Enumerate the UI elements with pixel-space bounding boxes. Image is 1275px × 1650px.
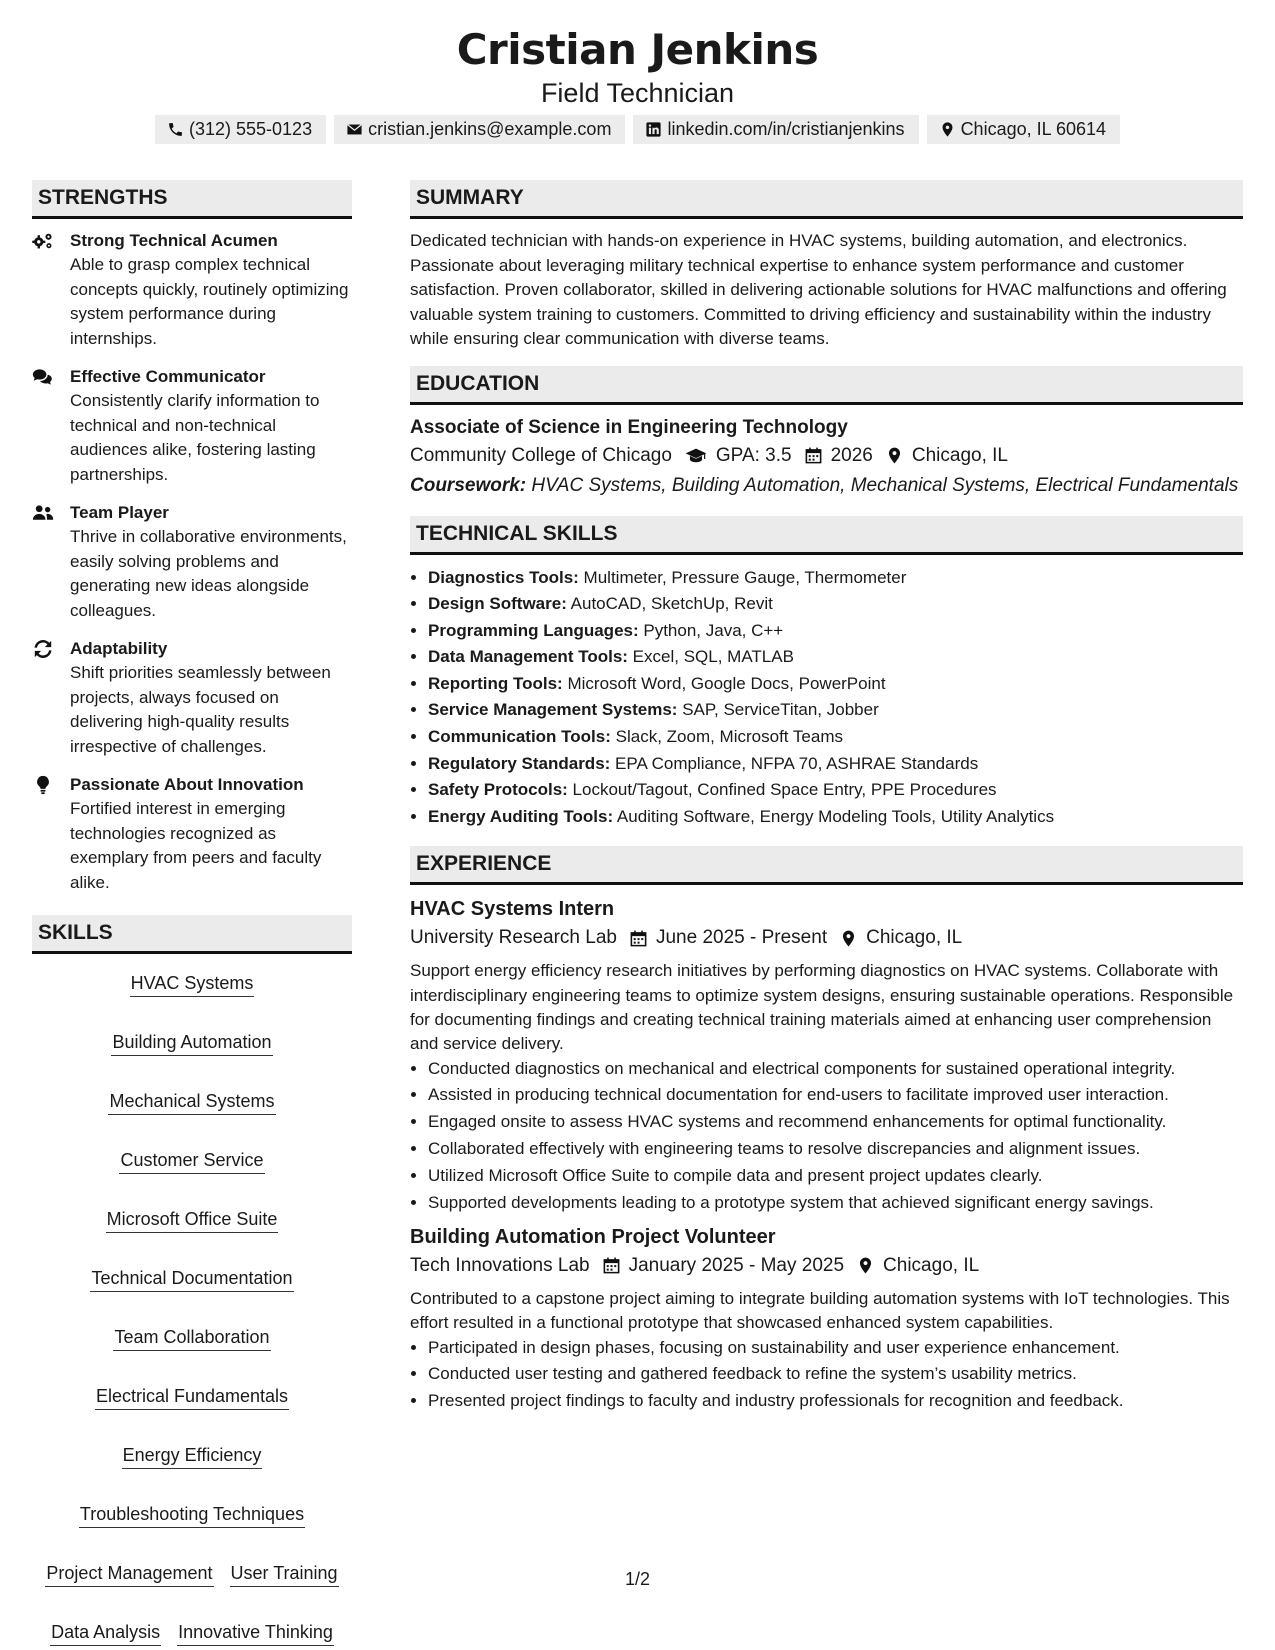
right-column	[410, 180, 1243, 1646]
list-item	[428, 724, 1243, 751]
job-bullets	[410, 1336, 1243, 1414]
skills-list	[32, 964, 352, 1646]
strength-description: Able to grasp complex technical concepts quickly, routinely optimizing system performance during internships.	[70, 255, 349, 348]
job-dates: January 2025 - May 2025	[628, 1254, 845, 1276]
list-item: • Participated in design phases, focusing on sustainability and user experience enhancement.	[428, 1336, 1243, 1360]
contact-text: cristian.jenkins@example.com	[368, 119, 612, 139]
contact-location	[927, 115, 1120, 144]
job-org: University Research Lab	[410, 927, 617, 949]
location-pin-icon	[839, 929, 858, 948]
skill-tag: Technical Documentation	[90, 1265, 293, 1292]
skill-values: EPA Compliance, NFPA 70, ASHRAE Standards	[615, 753, 979, 773]
strengths-heading: STRENGTHS	[32, 180, 352, 219]
candidate-name: Cristian Jenkins	[456, 25, 819, 74]
skill-tag: User Training	[230, 1560, 339, 1587]
skills-heading: SKILLS	[32, 915, 352, 954]
job-title: Building Automation Project Volunteer	[410, 1225, 776, 1248]
list-item	[428, 565, 1243, 592]
lightbulb-icon	[32, 775, 54, 795]
strength-item	[32, 637, 352, 759]
contact-phone[interactable]	[155, 115, 326, 144]
calendar-icon	[629, 929, 648, 948]
list-item: • Engaged onsite to assess HVAC systems and recommend enhancements for optimal functionality.	[428, 1110, 1243, 1134]
skill-category: Design Software:	[428, 594, 567, 614]
candidate-role: Field Technician	[540, 78, 735, 108]
calendar-icon	[804, 446, 823, 465]
strength-title: Strong Technical Acumen	[70, 231, 278, 250]
skill-category: Reporting Tools:	[428, 673, 563, 693]
skill-tag: Mechanical Systems	[108, 1088, 275, 1115]
phone-icon	[167, 121, 184, 138]
list-item	[428, 644, 1243, 671]
skill-tag: Data Analysis	[50, 1619, 161, 1646]
envelope-icon	[346, 121, 363, 138]
job-bullets	[410, 1057, 1243, 1215]
job-description: Support energy efficiency research initiatives by performing diagnostics on HVAC systems. Collaborate with interdisciplinary engineering teams to optimize system designs, ensuring sustainable operations. Responsible for documenting findings and creating technical training materials aimed at enhancing user comprehension and service delivery.	[410, 961, 1234, 1054]
location-pin-icon	[885, 446, 904, 465]
page-number: 1/2	[624, 1569, 651, 1589]
technical-skills-heading: TECHNICAL SKILLS	[410, 516, 1243, 555]
list-item: • Supported developments leading to a prototype system that achieved significant energy savings.	[428, 1191, 1243, 1215]
list-item	[428, 618, 1243, 645]
skill-tag: Electrical Fundamentals	[95, 1383, 289, 1410]
list-item	[428, 591, 1243, 618]
job-dates: June 2025 - Present	[655, 927, 828, 949]
summary-heading: SUMMARY	[410, 180, 1243, 219]
list-item	[428, 697, 1243, 724]
job-title: HVAC Systems Intern	[410, 898, 615, 921]
skill-tag: Team Collaboration	[113, 1324, 270, 1351]
strength-item	[32, 773, 352, 895]
skill-tag: Microsoft Office Suite	[106, 1206, 279, 1233]
job-meta	[410, 1251, 1243, 1281]
experience-heading: EXPERIENCE	[410, 846, 1243, 885]
skill-category: Energy Auditing Tools:	[428, 806, 614, 826]
comments-icon	[32, 367, 54, 387]
technical-skills-list	[410, 565, 1243, 831]
strength-description: Shift priorities seamlessly between projects, always focused on delivering high-quality results irrespective of challenges.	[70, 663, 331, 756]
contact-text: (312) 555-0123	[188, 119, 313, 139]
coursework-list: HVAC Systems, Building Automation, Mechanical Systems, Electrical Fundamentals	[531, 474, 1239, 496]
list-item: • Assisted in producing technical documentation for end-users to facilitate improved user interaction.	[428, 1083, 1243, 1107]
skill-tag: Building Automation	[111, 1029, 272, 1056]
skill-values: AutoCAD, SketchUp, Revit	[570, 594, 773, 614]
skill-tag: Project Management	[45, 1560, 213, 1587]
skill-tag: Energy Efficiency	[122, 1442, 263, 1469]
job-description: Contributed to a capstone project aiming to integrate building automation systems with IoT technologies. This effort resulted in a functional prototype that showcased enhanced system capabilities.	[410, 1288, 1230, 1333]
strength-item	[32, 365, 352, 487]
summary-text: Dedicated technician with hands-on experience in HVAC systems, building automation, and electronics. Passionate about leveraging military technical expertise to enhance system performance and customer satisfaction. Proven collaborator, skilled in delivering actionable solutions for HVAC malfunctions and offering valuable system training to customers. Committed to driving efficiency and sustainability within the industry while ensuring clear communication with diverse teams.	[410, 231, 1227, 348]
education-heading: EDUCATION	[410, 366, 1243, 405]
skill-category: Diagnostics Tools:	[428, 567, 579, 587]
list-item: • Presented project findings to faculty and industry professionals for recognition and feedback.	[428, 1389, 1243, 1413]
skill-category: Programming Languages:	[428, 620, 639, 640]
gears-icon	[32, 231, 54, 251]
user-group-icon	[32, 503, 54, 523]
contact-text: Chicago, IL 60614	[960, 119, 1107, 139]
skill-category: Communication Tools:	[428, 727, 611, 747]
skill-tag: Troubleshooting Techniques	[79, 1501, 305, 1528]
linkedin-icon	[645, 121, 662, 138]
skill-category: Data Management Tools:	[428, 647, 628, 667]
gpa: GPA: 3.5	[715, 444, 792, 466]
contact-linkedin[interactable]	[633, 115, 918, 144]
coursework	[410, 474, 1243, 498]
list-item	[428, 671, 1243, 698]
skill-values: Python, Java, C++	[643, 620, 784, 640]
contact-bar	[0, 115, 1275, 144]
list-item: • Conducted user testing and gathered feedback to refine the system’s usability metrics.	[428, 1362, 1243, 1386]
location-pin-icon	[856, 1256, 875, 1275]
strength-description: Thrive in collaborative environments, easily solving problems and generating new ideas alongside colleagues.	[70, 527, 347, 620]
coursework-label: Coursework:	[410, 474, 527, 496]
graduation-year: 2026	[830, 444, 873, 466]
strength-title: Team Player	[70, 503, 169, 522]
skill-tag: Customer Service	[119, 1147, 264, 1174]
list-item: • Conducted diagnostics on mechanical and electrical components for sustained operational integrity.	[428, 1057, 1243, 1081]
school-location: Chicago, IL	[911, 444, 1008, 466]
strength-title: Adaptability	[70, 639, 168, 658]
education-meta	[410, 441, 1243, 471]
strength-title: Effective Communicator	[70, 367, 266, 386]
resume-header	[0, 0, 1275, 144]
strength-item	[32, 229, 352, 351]
job-entry	[410, 895, 1243, 1214]
strength-item	[32, 501, 352, 623]
skill-values: Lockout/Tagout, Confined Space Entry, PPE Procedures	[572, 780, 997, 800]
skill-values: Auditing Software, Energy Modeling Tools, Utility Analytics	[616, 806, 1055, 826]
degree-title: Associate of Science in Engineering Technology	[410, 416, 848, 438]
strength-description: Consistently clarify information to technical and non-technical audiences alike, fostering lasting partnerships.	[70, 391, 320, 484]
skill-values: Multimeter, Pressure Gauge, Thermometer	[583, 567, 907, 587]
job-entry	[410, 1223, 1243, 1413]
skill-values: Excel, SQL, MATLAB	[632, 647, 794, 667]
location-pin-icon	[939, 121, 956, 138]
strength-title: Passionate About Innovation	[70, 775, 304, 794]
skill-category: Safety Protocols:	[428, 780, 568, 800]
contact-text: linkedin.com/in/cristianjenkins	[667, 119, 905, 139]
skill-tag: HVAC Systems	[130, 970, 255, 997]
job-org: Tech Innovations Lab	[410, 1254, 590, 1276]
job-meta	[410, 923, 1243, 953]
job-location: Chicago, IL	[866, 927, 963, 949]
left-column	[32, 180, 352, 1646]
list-item: • Collaborated effectively with engineering teams to resolve discrepancies and alignment issues.	[428, 1137, 1243, 1161]
graduation-cap-icon	[684, 446, 708, 465]
skill-values: SAP, ServiceTitan, Jobber	[682, 700, 879, 720]
strength-description: Fortified interest in emerging technologies recognized as exemplary from peers and faculty alike.	[70, 799, 322, 892]
skill-category: Regulatory Standards:	[428, 753, 611, 773]
skill-category: Service Management Systems:	[428, 700, 678, 720]
list-item	[428, 751, 1243, 778]
list-item	[428, 777, 1243, 804]
list-item	[428, 804, 1243, 831]
list-item: • Utilized Microsoft Office Suite to compile data and present project updates clearly.	[428, 1164, 1243, 1188]
contact-email[interactable]	[334, 115, 625, 144]
calendar-icon	[602, 1256, 621, 1275]
skill-values: Slack, Zoom, Microsoft Teams	[615, 727, 843, 747]
sync-icon	[32, 639, 54, 659]
skill-values: Microsoft Word, Google Docs, PowerPoint	[567, 673, 886, 693]
job-location: Chicago, IL	[883, 1254, 980, 1276]
school-name: Community College of Chicago	[410, 444, 672, 466]
skill-tag: Innovative Thinking	[177, 1619, 334, 1646]
